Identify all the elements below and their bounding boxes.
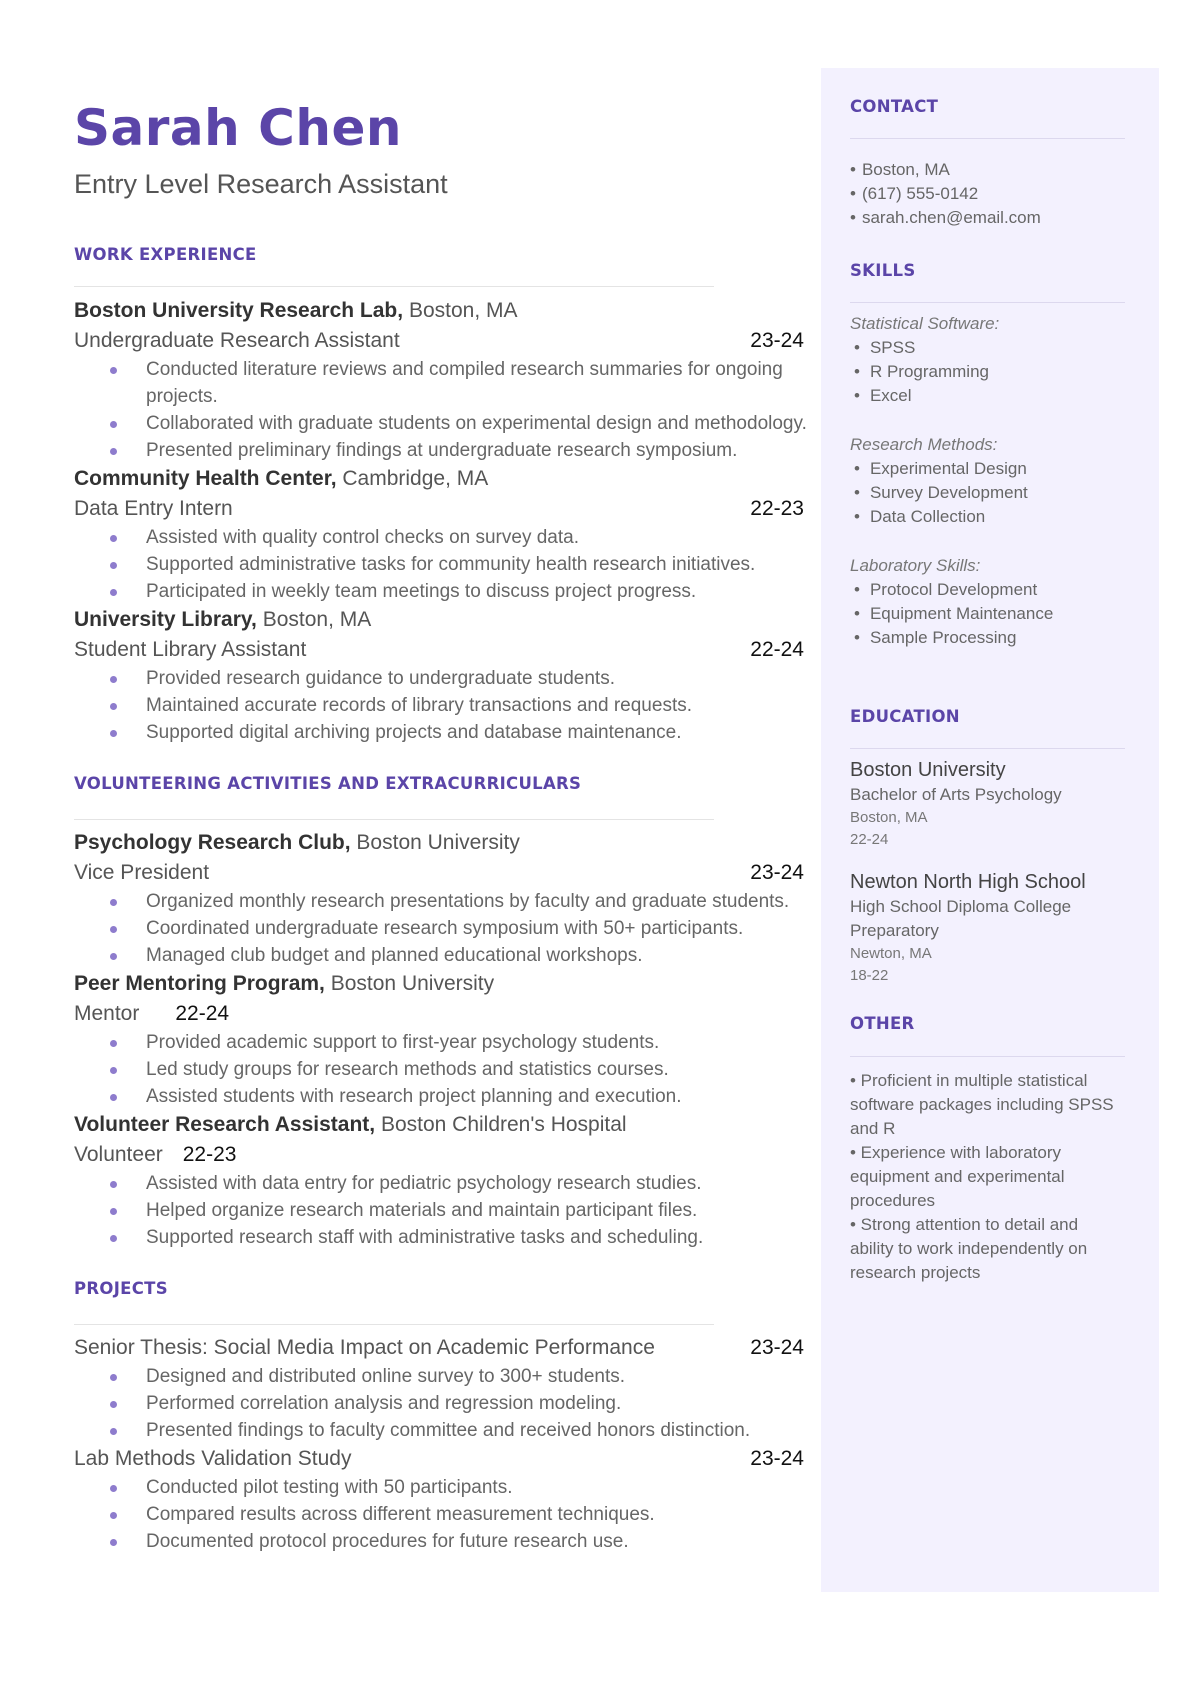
entry-role-row <box>74 858 804 888</box>
contact-location: • Boston, MA <box>850 160 950 179</box>
bullet-item: Assisted with data entry for pediatric psychology research studies. <box>146 1170 816 1197</box>
entry-role: Data Entry Intern <box>74 497 233 520</box>
education-entry <box>850 757 1125 851</box>
school-name: Newton North High School <box>850 871 1086 893</box>
entry-dates: 23-24 <box>750 861 804 884</box>
work-entry <box>74 296 807 464</box>
entry-bullets <box>74 888 804 969</box>
entry-location: Boston University <box>324 972 495 995</box>
degree: Bachelor of Arts Psychology <box>850 785 1062 804</box>
other-item: • Strong attention to detail and ability to work independently on research projects <box>850 1215 1088 1282</box>
contact-phone: • (617) 555-0142 <box>850 184 979 203</box>
entry-bullets <box>74 1029 804 1110</box>
entry-organization: University Library, <box>74 608 257 631</box>
school-location: Newton, MA <box>850 945 932 962</box>
school-location: Boston, MA <box>850 809 928 826</box>
skill-item: • Sample Processing <box>854 628 1017 647</box>
skill-item: • Equipment Maintenance <box>854 604 1054 623</box>
volunteering-heading: VOLUNTEERING ACTIVITIES AND EXTRACURRICULARS <box>74 774 582 793</box>
bullet-item: Assisted with quality control checks on survey data. <box>146 524 816 551</box>
skill-item: • Survey Development <box>854 483 1028 502</box>
candidate-title: Entry Level Research Assistant <box>74 169 448 199</box>
entry-location: Boston, MA <box>256 608 372 631</box>
main-column <box>74 95 807 1555</box>
sidebar-content <box>850 96 1125 1285</box>
entry-role-row <box>74 999 804 1029</box>
entry-role: Student Library Assistant <box>74 638 307 661</box>
education-heading: EDUCATION <box>850 707 960 726</box>
bullet-item: Organized monthly research presentations by faculty and graduate students. <box>146 888 816 915</box>
bullet-item: Collaborated with graduate students on experimental design and methodology. <box>146 410 816 437</box>
entry-role: Undergraduate Research Assistant <box>74 329 400 352</box>
skill-group <box>850 433 1125 529</box>
project-name: Lab Methods Validation Study <box>74 1447 352 1470</box>
projects-heading: PROJECTS <box>74 1279 168 1298</box>
skill-item: • Protocol Development <box>854 580 1038 599</box>
skill-item: • Data Collection <box>854 507 986 526</box>
bullet-item: Coordinated undergraduate research symposium with 50+ participants. <box>146 915 816 942</box>
entry-location: Boston Children's Hospital <box>375 1113 627 1136</box>
section-divider <box>850 748 1125 749</box>
contact-heading: CONTACT <box>850 97 939 116</box>
bullet-item: Managed club budget and planned educational workshops. <box>146 942 816 969</box>
project-dates: 23-24 <box>750 1336 804 1359</box>
entry-header <box>74 464 804 494</box>
entry-role-row <box>74 635 804 665</box>
entry-dates: 23-24 <box>750 329 804 352</box>
section-divider <box>74 286 714 287</box>
school-dates: 18-22 <box>850 967 889 984</box>
work-experience-heading: WORK EXPERIENCE <box>74 245 257 264</box>
entry-role: Volunteer <box>74 1143 163 1166</box>
entry-role-row <box>74 326 804 356</box>
bullet-item: Presented findings to faculty committee and received honors distinction. <box>146 1417 816 1444</box>
degree: High School Diploma College Preparatory <box>850 897 1072 940</box>
entry-role: Mentor <box>74 1002 140 1025</box>
section-divider <box>74 819 714 820</box>
section-divider <box>74 1324 714 1325</box>
bullet-item: Assisted students with research project planning and execution. <box>146 1083 816 1110</box>
bullet-item: Led study groups for research methods and statistics courses. <box>146 1056 816 1083</box>
contact-email: • sarah.chen@email.com <box>850 208 1041 227</box>
bullet-item: Provided research guidance to undergraduate students. <box>146 665 816 692</box>
entry-dates: 22-24 <box>175 1002 230 1025</box>
bullet-item: Maintained accurate records of library transactions and requests. <box>146 692 816 719</box>
entry-bullets <box>74 1170 804 1251</box>
bullet-item: Performed correlation analysis and regression modeling. <box>146 1390 816 1417</box>
other-heading: OTHER <box>850 1014 915 1033</box>
entry-role: Vice President <box>74 861 210 884</box>
bullet-item: Designed and distributed online survey to 300+ students. <box>146 1363 816 1390</box>
other-item: • Proficient in multiple statistical software packages including SPSS and R <box>850 1071 1114 1138</box>
entry-dates: 22-23 <box>750 497 804 520</box>
other-item: • Experience with laboratory equipment and experimental procedures <box>850 1143 1065 1210</box>
work-entry <box>74 464 804 605</box>
bullet-item: Presented preliminary findings at undergraduate research symposium. <box>146 437 816 464</box>
sidebar <box>821 68 1159 1592</box>
school-dates: 22-24 <box>850 831 889 848</box>
entry-location: Cambridge, MA <box>336 467 489 490</box>
skills-heading: SKILLS <box>850 261 916 280</box>
entry-role-row <box>74 494 804 524</box>
project-entry <box>74 1333 804 1444</box>
project-bullets <box>74 1363 804 1444</box>
project-dates: 23-24 <box>750 1447 804 1470</box>
entry-location: Boston, MA <box>403 299 518 322</box>
entry-header <box>74 296 804 326</box>
project-name: Senior Thesis: Social Media Impact on Academic Performance <box>74 1336 655 1359</box>
skill-group <box>850 312 1125 408</box>
entry-organization: Peer Mentoring Program, <box>74 972 325 995</box>
skill-group <box>850 554 1125 650</box>
entry-organization: Psychology Research Club, <box>74 831 351 854</box>
entry-header <box>74 605 804 635</box>
skill-category: Laboratory Skills: <box>850 556 981 575</box>
entry-location: Boston University <box>350 831 520 854</box>
project-entry <box>74 1444 804 1555</box>
project-title-row <box>74 1333 804 1363</box>
bullet-item: Supported administrative tasks for community health research initiatives. <box>146 551 816 578</box>
bullet-item: Participated in weekly team meetings to discuss project progress. <box>146 578 816 605</box>
school-name: Boston University <box>850 759 1006 781</box>
candidate-name: Sarah Chen <box>74 99 402 157</box>
entry-dates: 22-24 <box>750 638 804 661</box>
entry-bullets <box>74 356 807 464</box>
education-entry <box>850 869 1125 987</box>
entry-organization: Volunteer Research Assistant, <box>74 1113 376 1136</box>
project-title-row <box>74 1444 804 1474</box>
entry-header <box>74 969 804 999</box>
entry-organization: Community Health Center, <box>74 467 337 490</box>
section-divider <box>850 1056 1125 1057</box>
bullet-item: Documented protocol procedures for future research use. <box>146 1528 816 1555</box>
project-bullets <box>74 1474 804 1555</box>
entry-dates: 22-23 <box>182 1143 237 1166</box>
volunteer-entry <box>74 1110 804 1251</box>
bullet-item: Conducted pilot testing with 50 participants. <box>146 1474 816 1501</box>
work-entry <box>74 605 804 746</box>
entry-header <box>74 828 804 858</box>
section-divider <box>850 138 1125 139</box>
entry-bullets <box>74 665 804 746</box>
entry-organization: Boston University Research Lab, <box>74 299 404 322</box>
section-divider <box>850 302 1125 303</box>
skill-category: Statistical Software: <box>850 314 1000 333</box>
bullet-item: Compared results across different measurement techniques. <box>146 1501 816 1528</box>
bullet-item: Supported research staff with administrative tasks and scheduling. <box>146 1224 816 1251</box>
bullet-item: Conducted literature reviews and compiled research summaries for ongoing projects. <box>146 356 816 410</box>
entry-header <box>74 1110 804 1140</box>
skill-item: • SPSS <box>854 338 916 357</box>
skill-category: Research Methods: <box>850 435 998 454</box>
volunteer-entry <box>74 969 804 1110</box>
skill-item: • Experimental Design <box>854 459 1027 478</box>
entry-bullets <box>74 524 804 605</box>
bullet-item: Supported digital archiving projects and database maintenance. <box>146 719 816 746</box>
bullet-item: Helped organize research materials and maintain participant files. <box>146 1197 816 1224</box>
skill-item: • Excel <box>854 386 912 405</box>
bullet-item: Provided academic support to first-year psychology students. <box>146 1029 816 1056</box>
entry-role-row <box>74 1140 804 1170</box>
skill-item: • R Programming <box>854 362 989 381</box>
volunteer-entry <box>74 828 804 969</box>
